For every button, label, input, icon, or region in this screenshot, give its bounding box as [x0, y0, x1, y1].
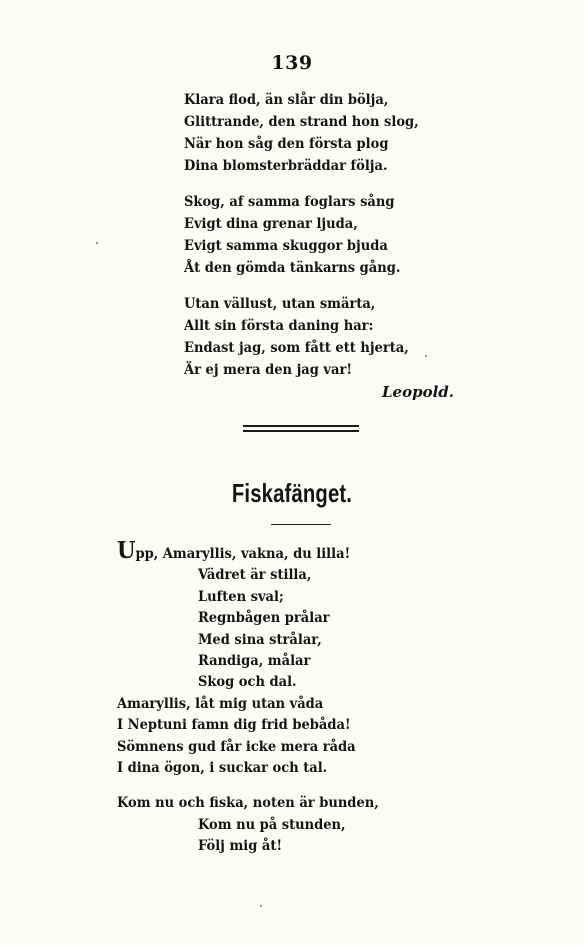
poem-title: Fiskafänget.	[231, 478, 353, 508]
verse-line: Utan vällust, utan smärta,	[184, 296, 376, 312]
poem1-stanza-2	[184, 191, 419, 279]
verse-line: Amaryllis, låt mig utan våda	[117, 695, 324, 712]
author-signature: Leopold.	[382, 383, 454, 401]
verse-line: Allt sin första daning har:	[184, 318, 374, 334]
verse-line: Evigt samma skuggor bjuda	[184, 238, 388, 254]
verse-line: Regnbågen prålar	[197, 610, 330, 627]
verse-line: I Neptuni famn dig frid bebåda!	[117, 717, 351, 734]
section-divider-top	[243, 425, 359, 427]
page-number: 139	[271, 52, 313, 74]
verse-line: Endast jag, som fått ett hjerta,	[184, 340, 409, 356]
print-speck	[260, 905, 262, 907]
verse-line: Kom nu och fiska, noten är bunden,	[117, 795, 379, 812]
stanza-gap	[117, 779, 402, 793]
verse-line: Åt den gömda tänkarns gång.	[184, 260, 401, 276]
verse-line: Evigt dina grenar ljuda,	[184, 216, 358, 232]
print-speck	[425, 355, 427, 357]
verse-line: Klara flod, än slår din bölja,	[184, 92, 389, 108]
verse-line: Glittrande, den strand hon slog,	[184, 114, 419, 130]
poem1-stanza-3	[184, 293, 428, 381]
poem2-body	[117, 537, 402, 858]
verse-line-first	[117, 537, 379, 565]
verse-line: Luften sval;	[197, 588, 284, 605]
verse-line: Randiga, målar	[197, 653, 311, 670]
verse-line: När hon såg den första plog	[184, 136, 389, 152]
print-speck	[96, 242, 98, 244]
verse-line: Följ mig åt!	[197, 838, 283, 855]
title-rule	[271, 524, 331, 525]
verse-line: Skog och dal.	[197, 674, 297, 691]
verse-line: I dina ögon, i suckar och tal.	[117, 760, 328, 777]
drop-cap: U	[117, 537, 136, 564]
section-divider-bottom	[243, 430, 359, 432]
verse-line: Är ej mera den jag var!	[184, 362, 353, 378]
verse-line: Med sina strålar,	[197, 631, 322, 648]
verse-line: Skog, af samma foglars sång	[184, 194, 395, 210]
verse-line: Dina blomsterbräddar följa.	[184, 158, 388, 174]
verse-line: Vädret är stilla,	[197, 567, 312, 584]
verse-line-first-text: pp, Amaryllis, vakna, du lilla!	[135, 546, 351, 562]
verse-line: Sömnens gud får icke mera råda	[117, 738, 356, 755]
verse-line: Kom nu på stunden,	[197, 816, 346, 833]
poem1-stanza-1	[184, 89, 439, 177]
